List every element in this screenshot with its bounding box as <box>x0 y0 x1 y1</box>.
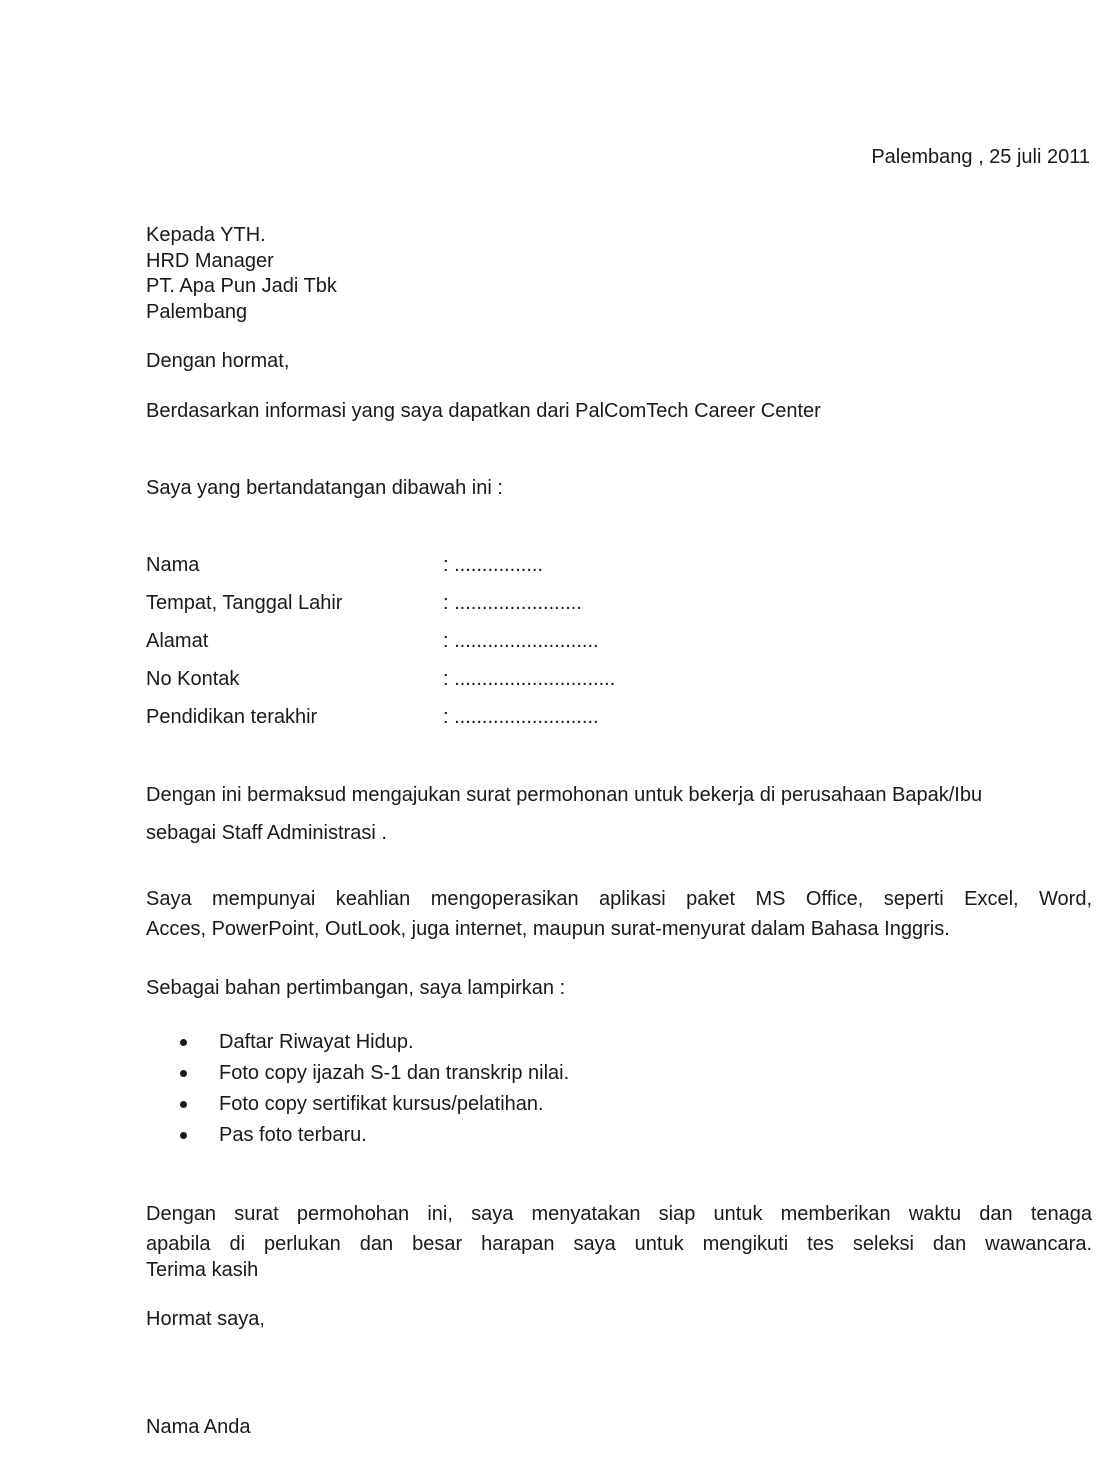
closing-paragraph <box>146 1199 1092 1259</box>
source-info-line: Berdasarkan informasi yang saya dapatkan dari PalComTech Career Center <box>146 400 821 422</box>
letter-date: Palembang , 25 juli 2011 <box>871 146 1090 168</box>
recipient-line-title: HRD Manager <box>146 249 274 272</box>
closing-line-2: apabila di perlukan dan besar harapan saya untuk mengikuti tes seleksi dan wawancara. <box>146 1233 1092 1255</box>
bullet-icon <box>180 1101 187 1108</box>
skills-line-2: Acces, PowerPoint, OutLook, juga internet, maupun surat-menyurat dalam Bahasa Inggris. <box>146 918 950 940</box>
purpose-line-2: sebagai Staff Administrasi . <box>146 822 387 844</box>
recipient-line-company: PT. Apa Pun Jadi Tbk <box>146 275 337 297</box>
skills-paragraph <box>146 880 1092 918</box>
closing-line-1: Dengan surat permohohan ini, saya menyatakan siap untuk memberikan waktu dan tenaga <box>146 1203 1092 1225</box>
field-label-kontak: No Kontak <box>146 668 240 690</box>
intro-line: Saya yang bertandatangan dibawah ini : <box>146 477 503 499</box>
recipient-line-salutation: Kepada YTH. <box>146 224 266 246</box>
recipient-line-city: Palembang <box>146 300 248 323</box>
greeting: Dengan hormat, <box>146 350 290 372</box>
field-value-nama: : ................ <box>443 554 544 576</box>
attachment-text: Foto copy ijazah S-1 dan transkrip nilai. <box>219 1062 570 1084</box>
field-label-nama: Nama <box>146 554 200 576</box>
field-value-kontak: : ............................. <box>443 668 616 690</box>
bullet-icon <box>180 1039 187 1046</box>
field-value-ttl: : ....................... <box>443 592 582 614</box>
skills-line-1: Saya mempunyai keahlian mengoperasikan aplikasi paket MS Office, seperti Excel, Word, <box>146 888 1092 910</box>
bullet-icon <box>180 1070 187 1077</box>
closing-line-3: Terima kasih <box>146 1259 259 1281</box>
attachment-text: Foto copy sertifikat kursus/pelatihan. <box>219 1093 544 1115</box>
field-value-alamat: : .......................... <box>443 630 599 652</box>
attachment-text: Pas foto terbaru. <box>219 1124 367 1146</box>
bullet-icon <box>180 1132 187 1139</box>
attachment-text: Daftar Riwayat Hidup. <box>219 1031 414 1053</box>
field-label-pendidikan: Pendidikan terakhir <box>146 706 318 728</box>
purpose-line-1: Dengan ini bermaksud mengajukan surat permohonan untuk bekerja di perusahaan Bapak/Ibu <box>146 784 983 806</box>
field-label-ttl: Tempat, Tanggal Lahir <box>146 592 343 614</box>
signature-name: Nama Anda <box>146 1416 251 1438</box>
recipient-address <box>146 223 337 325</box>
field-value-pendidikan: : .......................... <box>443 706 599 728</box>
field-label-alamat: Alamat <box>146 630 209 652</box>
sign-off: Hormat saya, <box>146 1308 265 1330</box>
attachments-intro: Sebagai bahan pertimbangan, saya lampirkan : <box>146 977 566 999</box>
